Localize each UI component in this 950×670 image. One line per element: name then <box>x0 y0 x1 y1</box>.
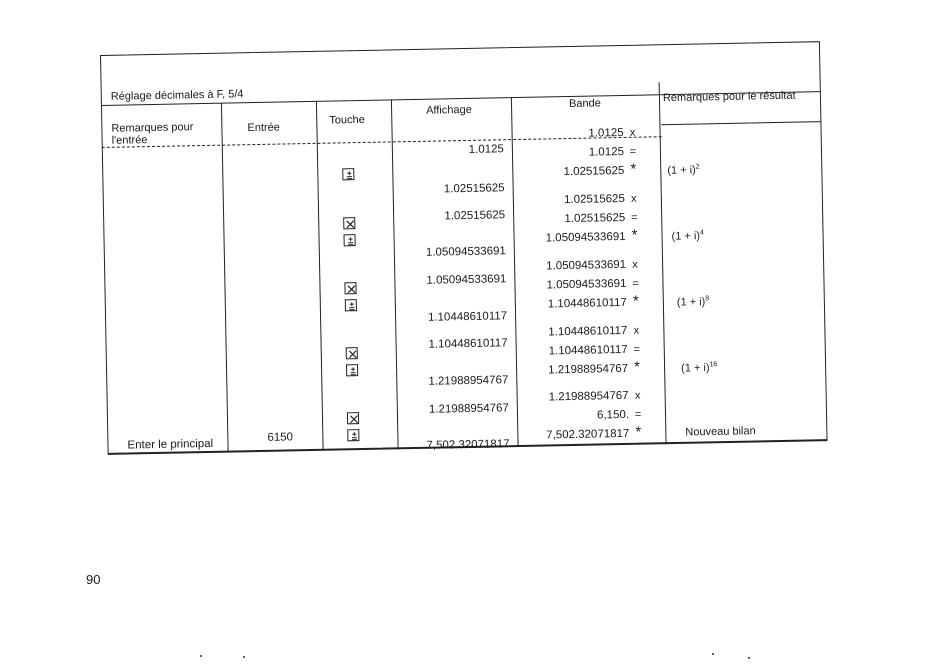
tape-value: 1.21988954767 <box>548 389 629 404</box>
multiply-key-icon <box>344 282 356 294</box>
tape-value: 6,150. <box>596 408 630 422</box>
tape-op: * <box>635 423 642 441</box>
tape-op: * <box>634 358 641 376</box>
result-remark: $(1 + i)^2$ <box>667 163 700 177</box>
display-value: 1.10448610117 <box>428 337 508 351</box>
plus-equals-key-icon <box>347 429 359 441</box>
tape-op: = <box>632 277 639 290</box>
tape-value: 1.21988954767 <box>548 362 629 377</box>
result-remark: $(1 + i)^4$ <box>671 229 704 243</box>
tape-op: = <box>634 408 642 421</box>
tape-value: 1.02515625 <box>564 211 626 226</box>
tape-op: * <box>631 226 638 244</box>
tape-op: * <box>632 292 639 310</box>
tape-value: 1.0125 <box>588 126 624 140</box>
display-value: 1.05094533691 <box>426 273 507 287</box>
display-value: 7,502.32071817 <box>426 438 510 452</box>
tape-value: 1.05094533691 <box>546 258 627 273</box>
display-value: 1.02515625 <box>443 182 505 196</box>
multiply-key-icon <box>343 217 355 229</box>
tape-op: x <box>630 192 637 205</box>
table-title: Réglage décimales à F, 5/4 <box>110 88 244 103</box>
tape-value: 1.0125 <box>588 145 625 159</box>
scan-speck <box>200 655 202 657</box>
tape-value: 1.02515625 <box>563 164 625 179</box>
tape-op: x <box>632 258 638 271</box>
tape-value: 1.05094533691 <box>546 277 627 292</box>
entry-value: 6150 <box>267 431 294 444</box>
scan-speck <box>712 653 714 655</box>
plus-equals-key-icon <box>342 168 354 180</box>
tape-value: 7,502.32071817 <box>546 427 630 442</box>
display-value: 1.05094533691 <box>425 245 506 259</box>
display-value: 1.21988954767 <box>428 374 509 388</box>
display-value: 1.21988954767 <box>428 402 509 416</box>
result-remark: Nouveau bilan <box>685 425 756 439</box>
display-value: 1.0125 <box>468 143 504 156</box>
tape-op: = <box>633 343 641 356</box>
tape-op: x <box>633 324 640 337</box>
page-number: 90 <box>86 572 101 587</box>
input-remark: Enter le principal <box>127 437 214 452</box>
plus-equals-key-icon <box>346 364 358 376</box>
multiply-key-icon <box>346 347 358 359</box>
plus-equals-key-icon <box>343 234 355 246</box>
tape-value: 1.10448610117 <box>548 343 628 358</box>
scan-speck <box>748 657 750 659</box>
plus-equals-key-icon <box>345 299 357 311</box>
header-key: Touche <box>329 113 365 127</box>
tape-op: x <box>629 126 636 139</box>
calculation-table <box>100 41 838 465</box>
result-remark: $(1 + i)^{16}$ <box>681 361 718 375</box>
tape-op: * <box>630 160 637 178</box>
header-entry: Entrée <box>247 121 280 135</box>
tape-value: 1.02515625 <box>563 192 625 207</box>
multiply-key-icon <box>347 412 359 424</box>
tape-value: 1.05094533691 <box>545 230 626 245</box>
tape-op: = <box>629 145 637 158</box>
header-remarks-result: Remarques pour le résultat <box>662 89 796 105</box>
result-remark: $(1 + i)^8$ <box>676 295 710 309</box>
scan-speck <box>243 656 245 658</box>
tape-value: 1.10448610117 <box>548 324 628 339</box>
tape-value: 1.10448610117 <box>547 296 627 311</box>
tape-op: = <box>630 211 638 224</box>
display-value: 1.02515625 <box>444 209 506 223</box>
header-tape: Bande <box>568 97 601 111</box>
header-display: Affichage <box>426 103 472 117</box>
display-value: 1.10448610117 <box>427 310 508 324</box>
tape-op: x <box>634 389 641 402</box>
header-remarks-input: Remarques pour l'entrée <box>111 121 194 147</box>
